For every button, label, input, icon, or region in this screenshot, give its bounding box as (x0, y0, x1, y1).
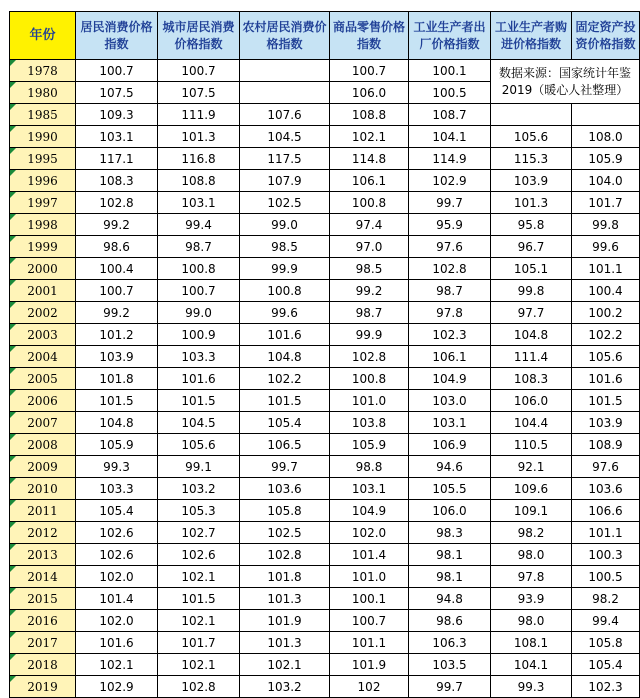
year-cell: 1998 (10, 214, 76, 236)
value-cell: 106.6 (572, 500, 640, 522)
value-cell: 102.5 (240, 192, 330, 214)
value-cell: 101.5 (158, 588, 240, 610)
value-cell: 104.9 (409, 368, 491, 390)
value-cell: 108.0 (572, 126, 640, 148)
value-cell: 95.8 (491, 214, 572, 236)
table-row (10, 104, 640, 126)
value-cell: 100.9 (158, 324, 240, 346)
value-cell: 101.1 (330, 632, 409, 654)
year-cell: 2000 (10, 258, 76, 280)
table-row (10, 500, 640, 522)
year-cell: 2019 (10, 676, 76, 698)
value-cell: 117.1 (76, 148, 158, 170)
value-cell: 103.9 (572, 412, 640, 434)
value-cell: 100.8 (330, 192, 409, 214)
year-cell: 2010 (10, 478, 76, 500)
value-cell: 98.8 (330, 456, 409, 478)
value-cell: 106.1 (409, 346, 491, 368)
value-cell: 107.6 (240, 104, 330, 126)
value-cell: 97.6 (572, 456, 640, 478)
value-cell: 104.8 (76, 412, 158, 434)
value-cell: 104.4 (491, 412, 572, 434)
value-cell: 104.5 (240, 126, 330, 148)
value-cell: 100.7 (330, 610, 409, 632)
value-cell: 103.2 (240, 676, 330, 698)
value-cell: 101.2 (76, 324, 158, 346)
value-cell: 114.8 (330, 148, 409, 170)
value-cell: 103.0 (409, 390, 491, 412)
value-cell: 102.2 (572, 324, 640, 346)
value-cell: 105.5 (409, 478, 491, 500)
value-cell: 104.8 (491, 324, 572, 346)
value-cell: 100.8 (240, 280, 330, 302)
value-cell: 105.6 (491, 126, 572, 148)
value-cell: 103.6 (240, 478, 330, 500)
value-cell: 104.1 (491, 654, 572, 676)
value-cell: 102.0 (76, 610, 158, 632)
value-cell: 100.4 (76, 258, 158, 280)
value-cell: 108.3 (76, 170, 158, 192)
value-cell: 105.6 (572, 346, 640, 368)
value-cell: 102.8 (409, 258, 491, 280)
value-cell: 107.9 (240, 170, 330, 192)
value-cell: 100.1 (330, 588, 409, 610)
value-cell: 100.7 (158, 60, 240, 82)
value-cell: 101.1 (572, 258, 640, 280)
year-cell: 2001 (10, 280, 76, 302)
value-cell: 102.1 (158, 610, 240, 632)
table-row (10, 170, 640, 192)
value-cell: 101.6 (158, 368, 240, 390)
column-header: 商品零售价格指数 (330, 12, 409, 60)
value-cell: 99.4 (158, 214, 240, 236)
value-cell: 92.1 (491, 456, 572, 478)
year-cell: 2011 (10, 500, 76, 522)
value-cell: 101.1 (572, 522, 640, 544)
value-cell: 106.0 (330, 82, 409, 104)
value-cell: 105.4 (240, 412, 330, 434)
table-row (10, 412, 640, 434)
value-cell: 108.3 (491, 368, 572, 390)
table-row (10, 368, 640, 390)
value-cell: 102.6 (76, 544, 158, 566)
value-cell: 101.6 (572, 368, 640, 390)
table-row (10, 610, 640, 632)
value-cell: 102.3 (572, 676, 640, 698)
value-cell: 100.1 (409, 60, 491, 82)
value-cell: 98.5 (240, 236, 330, 258)
value-cell: 101.8 (76, 368, 158, 390)
value-cell: 109.6 (491, 478, 572, 500)
value-cell: 104.0 (572, 170, 640, 192)
value-cell: 101.3 (240, 588, 330, 610)
value-cell: 98.7 (330, 302, 409, 324)
value-cell: 105.9 (572, 148, 640, 170)
value-cell: 108.9 (572, 434, 640, 456)
value-cell: 102.1 (240, 654, 330, 676)
year-cell: 2014 (10, 566, 76, 588)
value-cell: 98.7 (409, 280, 491, 302)
table-row (10, 544, 640, 566)
year-cell: 1990 (10, 126, 76, 148)
value-cell: 95.9 (409, 214, 491, 236)
table-row (10, 346, 640, 368)
value-cell: 93.9 (491, 588, 572, 610)
value-cell: 104.1 (409, 126, 491, 148)
value-cell: 97.8 (491, 566, 572, 588)
table-row (10, 588, 640, 610)
value-cell: 99.7 (409, 676, 491, 698)
value-cell: 106.0 (491, 390, 572, 412)
value-cell: 99.2 (76, 214, 158, 236)
year-cell: 2003 (10, 324, 76, 346)
value-cell: 100.7 (76, 60, 158, 82)
year-cell: 2013 (10, 544, 76, 566)
value-cell: 101.4 (76, 588, 158, 610)
table-body (10, 60, 640, 698)
value-cell: 102.7 (158, 522, 240, 544)
value-cell: 105.4 (572, 654, 640, 676)
value-cell: 101.5 (572, 390, 640, 412)
value-cell: 100.5 (409, 82, 491, 104)
value-cell: 101.4 (330, 544, 409, 566)
table-row (10, 390, 640, 412)
value-cell: 106.9 (409, 434, 491, 456)
table-row (10, 126, 640, 148)
year-cell: 2016 (10, 610, 76, 632)
column-header: 居民消费价格指数 (76, 12, 158, 60)
value-cell: 102 (330, 676, 409, 698)
year-cell: 2002 (10, 302, 76, 324)
value-cell: 106.3 (409, 632, 491, 654)
value-cell: 105.4 (76, 500, 158, 522)
value-cell: 100.4 (572, 280, 640, 302)
year-cell: 1996 (10, 170, 76, 192)
value-cell: 97.4 (330, 214, 409, 236)
value-cell: 102.5 (240, 522, 330, 544)
value-cell: 99.0 (240, 214, 330, 236)
value-cell: 102.0 (330, 522, 409, 544)
year-cell: 2006 (10, 390, 76, 412)
value-cell: 98.2 (491, 522, 572, 544)
value-cell: 108.8 (158, 170, 240, 192)
value-cell: 98.6 (409, 610, 491, 632)
value-cell: 102.1 (330, 126, 409, 148)
value-cell: 115.3 (491, 148, 572, 170)
value-cell: 101.3 (240, 632, 330, 654)
value-cell: 97.0 (330, 236, 409, 258)
value-cell: 105.9 (330, 434, 409, 456)
year-cell: 2018 (10, 654, 76, 676)
value-cell (572, 104, 640, 126)
value-cell: 97.8 (409, 302, 491, 324)
value-cell: 101.5 (240, 390, 330, 412)
value-cell: 111.4 (491, 346, 572, 368)
value-cell: 98.2 (572, 588, 640, 610)
value-cell: 98.0 (491, 610, 572, 632)
table-row (10, 478, 640, 500)
value-cell: 98.3 (409, 522, 491, 544)
year-cell: 1985 (10, 104, 76, 126)
table-row (10, 434, 640, 456)
value-cell: 100.7 (330, 60, 409, 82)
table-row (10, 280, 640, 302)
column-header: 工业生产者出厂价格指数 (409, 12, 491, 60)
value-cell: 99.6 (572, 236, 640, 258)
year-cell: 1980 (10, 82, 76, 104)
value-cell: 102.8 (158, 676, 240, 698)
value-cell: 102.6 (158, 544, 240, 566)
value-cell: 99.1 (158, 456, 240, 478)
column-header: 农村居民消费价格指数 (240, 12, 330, 60)
value-cell: 101.6 (76, 632, 158, 654)
value-cell: 105.6 (158, 434, 240, 456)
value-cell: 98.5 (330, 258, 409, 280)
value-cell: 107.5 (158, 82, 240, 104)
value-cell: 100.8 (158, 258, 240, 280)
table-row (10, 566, 640, 588)
value-cell: 102.8 (76, 192, 158, 214)
value-cell: 99.6 (240, 302, 330, 324)
value-cell: 100.7 (158, 280, 240, 302)
value-cell: 101.0 (330, 390, 409, 412)
value-cell: 105.1 (491, 258, 572, 280)
value-cell: 101.8 (240, 566, 330, 588)
table-row (10, 148, 640, 170)
table-row (10, 324, 640, 346)
value-cell: 102.8 (240, 544, 330, 566)
table-row (10, 192, 640, 214)
value-cell: 97.7 (491, 302, 572, 324)
value-cell (240, 82, 330, 104)
value-cell: 99.4 (572, 610, 640, 632)
table-row (10, 522, 640, 544)
value-cell: 97.6 (409, 236, 491, 258)
table-row (10, 676, 640, 698)
year-cell: 2004 (10, 346, 76, 368)
value-cell: 98.7 (158, 236, 240, 258)
value-cell: 106.5 (240, 434, 330, 456)
table-row (10, 258, 640, 280)
value-cell: 111.9 (158, 104, 240, 126)
value-cell: 94.8 (409, 588, 491, 610)
value-cell: 103.1 (158, 192, 240, 214)
year-cell: 2017 (10, 632, 76, 654)
value-cell: 99.0 (158, 302, 240, 324)
table-row (10, 632, 640, 654)
year-cell: 1999 (10, 236, 76, 258)
value-cell: 99.2 (76, 302, 158, 324)
source-note: 数据来源：国家统计年鉴2019（暖心人社整理） (491, 60, 640, 104)
value-cell: 103.2 (158, 478, 240, 500)
year-cell: 1995 (10, 148, 76, 170)
price-index-table (9, 11, 640, 698)
value-cell: 102.2 (240, 368, 330, 390)
value-cell: 114.9 (409, 148, 491, 170)
value-cell: 99.3 (76, 456, 158, 478)
value-cell: 109.3 (76, 104, 158, 126)
value-cell: 108.7 (409, 104, 491, 126)
value-cell: 99.9 (330, 324, 409, 346)
value-cell: 102.1 (158, 654, 240, 676)
value-cell: 102.6 (76, 522, 158, 544)
value-cell: 101.3 (491, 192, 572, 214)
year-cell: 2007 (10, 412, 76, 434)
value-cell: 98.0 (491, 544, 572, 566)
table-row (10, 654, 640, 676)
value-cell: 102.1 (76, 654, 158, 676)
value-cell: 101.9 (330, 654, 409, 676)
value-cell: 101.5 (76, 390, 158, 412)
column-header: 固定资产投资价格指数 (572, 12, 640, 60)
value-cell: 99.7 (240, 456, 330, 478)
year-cell: 2005 (10, 368, 76, 390)
value-cell: 103.9 (76, 346, 158, 368)
header-row (10, 12, 640, 60)
value-cell: 106.1 (330, 170, 409, 192)
value-cell: 99.8 (572, 214, 640, 236)
value-cell: 101.9 (240, 610, 330, 632)
value-cell: 99.8 (491, 280, 572, 302)
value-cell: 101.3 (158, 126, 240, 148)
value-cell: 100.7 (76, 280, 158, 302)
value-cell: 102.9 (76, 676, 158, 698)
value-cell: 107.5 (76, 82, 158, 104)
year-cell: 2008 (10, 434, 76, 456)
table-row (10, 456, 640, 478)
value-cell: 94.6 (409, 456, 491, 478)
value-cell: 103.8 (330, 412, 409, 434)
value-cell (240, 60, 330, 82)
value-cell: 117.5 (240, 148, 330, 170)
year-cell: 1997 (10, 192, 76, 214)
table-row (10, 236, 640, 258)
value-cell: 116.8 (158, 148, 240, 170)
value-cell: 99.9 (240, 258, 330, 280)
value-cell: 99.3 (491, 676, 572, 698)
value-cell: 103.9 (491, 170, 572, 192)
value-cell: 108.1 (491, 632, 572, 654)
value-cell: 105.8 (240, 500, 330, 522)
value-cell: 102.8 (330, 346, 409, 368)
value-cell: 103.5 (409, 654, 491, 676)
year-cell: 2009 (10, 456, 76, 478)
value-cell: 99.7 (409, 192, 491, 214)
value-cell: 104.8 (240, 346, 330, 368)
value-cell: 102.1 (158, 566, 240, 588)
value-cell: 100.2 (572, 302, 640, 324)
value-cell: 104.5 (158, 412, 240, 434)
column-header: 城市居民消费价格指数 (158, 12, 240, 60)
value-cell: 101.5 (158, 390, 240, 412)
value-cell: 103.1 (76, 126, 158, 148)
value-cell: 98.1 (409, 544, 491, 566)
value-cell: 105.3 (158, 500, 240, 522)
value-cell: 108.8 (330, 104, 409, 126)
value-cell: 101.0 (330, 566, 409, 588)
value-cell: 100.3 (572, 544, 640, 566)
value-cell: 100.5 (572, 566, 640, 588)
table-row (10, 214, 640, 236)
year-cell: 2012 (10, 522, 76, 544)
value-cell: 103.1 (330, 478, 409, 500)
value-cell: 103.1 (409, 412, 491, 434)
value-cell: 101.7 (158, 632, 240, 654)
table-row (10, 302, 640, 324)
value-cell: 102.9 (409, 170, 491, 192)
table-header (10, 12, 640, 60)
column-header: 工业生产者购进价格指数 (491, 12, 572, 60)
value-cell: 103.3 (158, 346, 240, 368)
value-cell: 102.0 (76, 566, 158, 588)
value-cell: 100.8 (330, 368, 409, 390)
value-cell (491, 104, 572, 126)
table-row (10, 60, 640, 82)
value-cell: 98.6 (76, 236, 158, 258)
value-cell: 105.8 (572, 632, 640, 654)
value-cell: 98.1 (409, 566, 491, 588)
value-cell: 106.0 (409, 500, 491, 522)
value-cell: 99.2 (330, 280, 409, 302)
value-cell: 103.6 (572, 478, 640, 500)
value-cell: 103.3 (76, 478, 158, 500)
year-cell: 2015 (10, 588, 76, 610)
column-header-year: 年份 (10, 12, 76, 60)
value-cell: 101.6 (240, 324, 330, 346)
value-cell: 104.9 (330, 500, 409, 522)
value-cell: 102.3 (409, 324, 491, 346)
value-cell: 109.1 (491, 500, 572, 522)
value-cell: 96.7 (491, 236, 572, 258)
value-cell: 110.5 (491, 434, 572, 456)
year-cell: 1978 (10, 60, 76, 82)
value-cell: 105.9 (76, 434, 158, 456)
value-cell: 101.7 (572, 192, 640, 214)
